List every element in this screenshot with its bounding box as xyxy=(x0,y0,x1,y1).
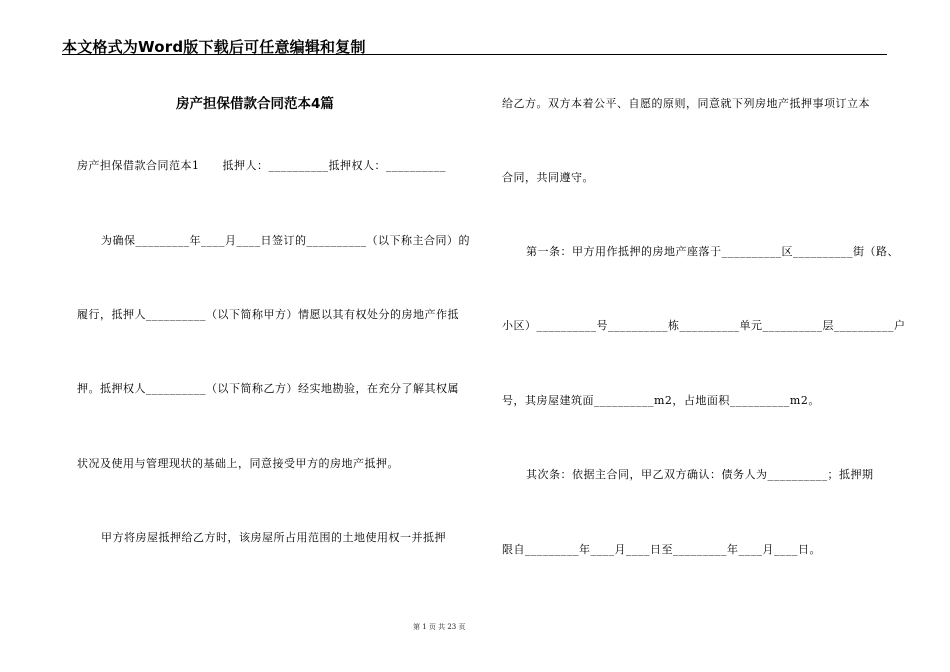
right-line-3: 第一条：甲方用作抵押的房地产座落于__________区__________街（路、 xyxy=(526,245,899,258)
right-line-6: 其次条：依据主合同，甲乙双方确认：债务人为__________；抵押期 xyxy=(526,468,874,481)
left-line-3: 履行，抵押人__________（以下简称甲方）情愿以其有权处分的房地产作抵 xyxy=(77,308,459,321)
right-line-5: 号，其房屋建筑面__________m2，占地面积__________m2。 xyxy=(502,394,820,407)
document-title: 房产担保借款合同范本4篇 xyxy=(176,96,334,112)
right-line-2: 合同，共同遵守。 xyxy=(502,171,594,184)
right-line-4: 小区）__________号__________栋__________单元__________层__________户 xyxy=(502,319,906,332)
left-line-1: 房产担保借款合同范本1 抵押人：__________抵押权人：__________ xyxy=(77,159,446,172)
left-line-4: 押。抵押权人__________（以下简称乙方）经实地勘验，在充分了解其权属 xyxy=(77,382,459,395)
left-line-5: 状况及使用与管理现状的基础上，同意接受甲方的房地产抵押。 xyxy=(77,457,399,470)
page-number: 第 1 页 共 23 页 xyxy=(413,623,466,631)
header-divider xyxy=(62,54,887,55)
right-line-7: 限自_________年____月____日至_________年____月____日。 xyxy=(502,543,821,556)
right-line-1: 给乙方。双方本着公平、自愿的原则，同意就下列房地产抵押事项订立本 xyxy=(502,97,870,110)
left-line-6: 甲方将房屋抵押给乙方时，该房屋所占用范围的土地使用权一并抵押 xyxy=(101,531,446,544)
page-header: 本文格式为Word版下载后可任意编辑和复制 xyxy=(62,38,366,56)
left-line-2: 为确保_________年____月____日签订的__________（以下称主合同）的 xyxy=(101,234,470,247)
